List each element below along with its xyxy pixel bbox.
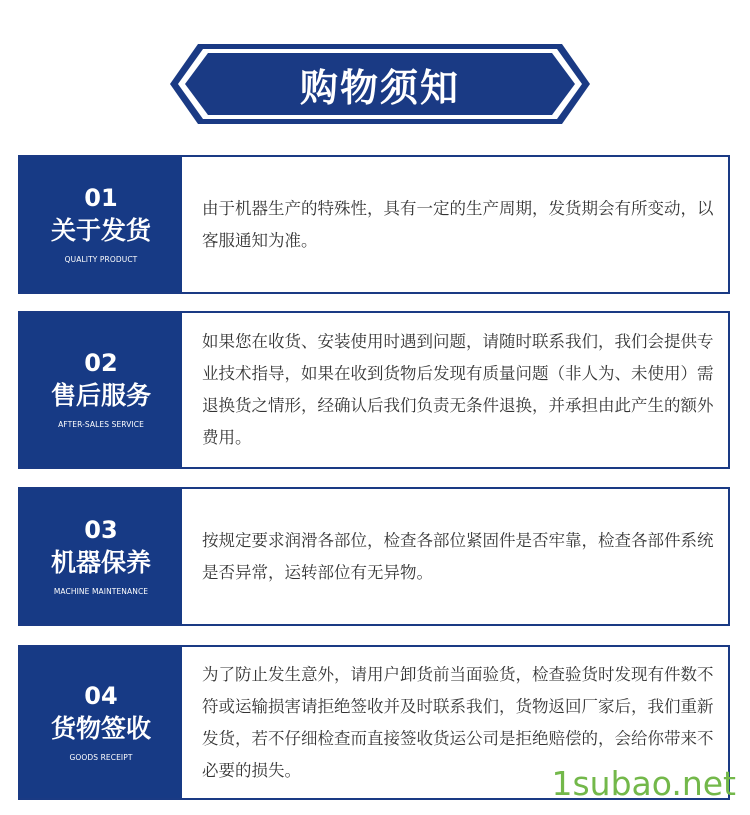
- notice-card-delivery: [18, 155, 730, 294]
- header-banner: [170, 44, 590, 124]
- card-title: 机器保养: [50, 547, 151, 577]
- watermark: 1subao.net: [551, 764, 736, 803]
- card-label-panel: [20, 489, 182, 624]
- page-title: 购物须知: [299, 65, 460, 110]
- card-title: 关于发货: [50, 215, 151, 245]
- card-title: 售后服务: [50, 381, 151, 410]
- card-text: 为了防止发生意外，请用户卸货前当面验货，检查验货时发现有件数不符或运输损害请拒绝签收并及时联系我们，货物返回厂家后，我们重新发货，若不仔细检查而直接签收货运公司是拒绝赔偿的，会给你带来不必要的损失。: [202, 664, 714, 780]
- card-body: [182, 313, 728, 467]
- card-label-panel: [20, 647, 182, 798]
- card-label-panel: [20, 313, 182, 467]
- card-text: 由于机器生产的特殊性，具有一定的生产周期，发货期会有所变动，以客服通知为准。: [202, 198, 714, 250]
- card-title: 货物签收: [50, 713, 151, 743]
- card-subtitle: GOODS RECEIPT: [69, 752, 133, 762]
- card-subtitle: QUALITY PRODUCT: [64, 254, 138, 264]
- card-body: [182, 489, 728, 624]
- card-text: 如果您在收货、安装使用时遇到问题，请随时联系我们，我们会提供专业技术指导，如果在收到货物后发现有质量问题（非人为、未使用）需退换货之情形，经确认后我们负责无条件退换，并承担由此产生的额外费用。: [202, 332, 714, 447]
- notice-card-maintenance: [18, 487, 730, 626]
- card-subtitle: MACHINE MAINTENANCE: [53, 586, 149, 596]
- card-label-panel: [20, 157, 182, 292]
- card-subtitle: AFTER-SALES SERVICE: [58, 420, 144, 429]
- card-body: [182, 157, 728, 292]
- card-number: 02: [84, 349, 118, 377]
- notice-card-after-sales: [18, 311, 730, 469]
- card-number: 04: [84, 681, 118, 710]
- card-number: 03: [84, 515, 118, 544]
- card-text: 按规定要求润滑各部位，检查各部位紧固件是否牢靠，检查各部件系统是否异常，运转部位有无异物。: [202, 530, 714, 582]
- card-number: 01: [84, 183, 118, 212]
